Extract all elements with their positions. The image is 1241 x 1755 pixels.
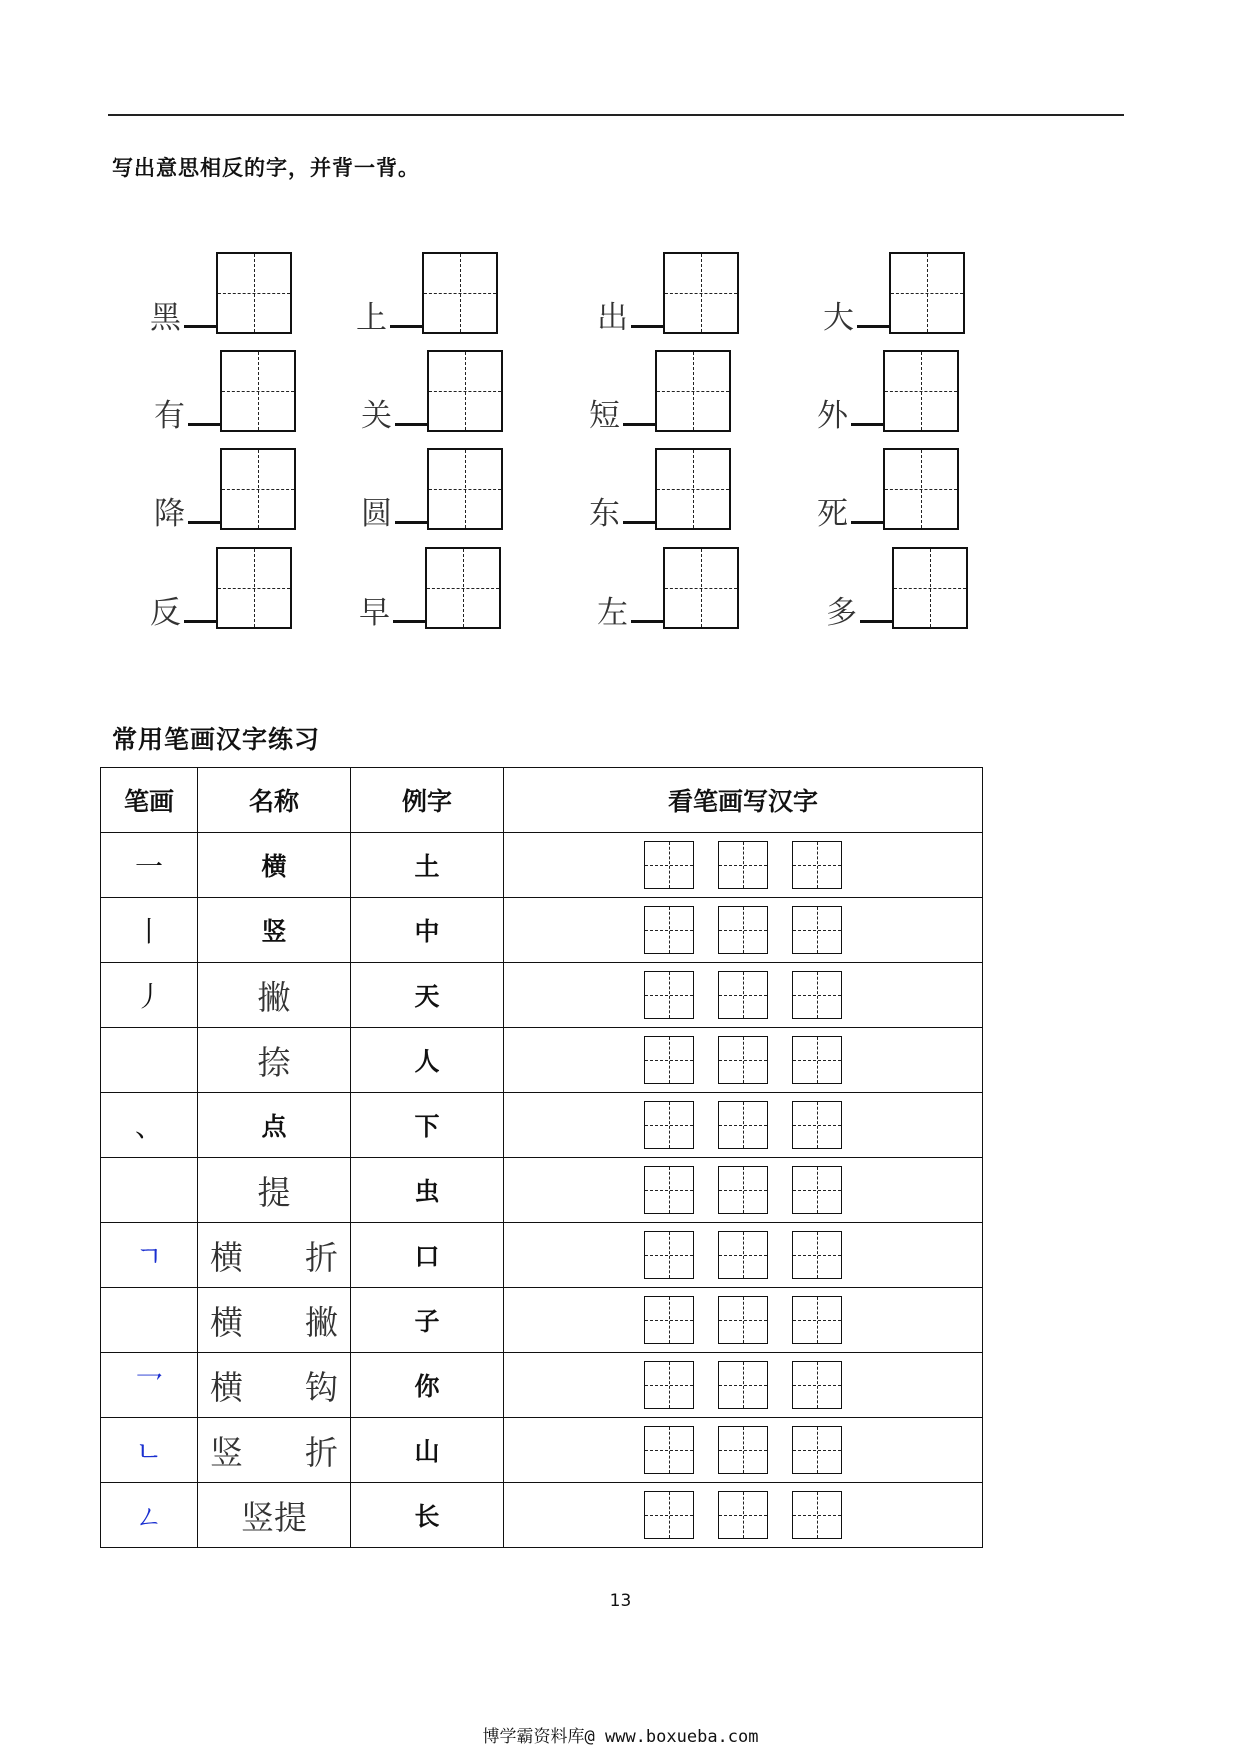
name-cell	[198, 1353, 351, 1418]
practice-box[interactable]	[718, 1296, 768, 1344]
practice-box[interactable]	[644, 1361, 694, 1409]
writing-box[interactable]	[216, 252, 292, 334]
practice-box[interactable]	[644, 1036, 694, 1084]
dash	[623, 423, 655, 426]
name-cell	[198, 1223, 351, 1288]
practice-box[interactable]	[792, 971, 842, 1019]
header-stroke: 笔画	[101, 768, 198, 833]
practice-box[interactable]	[792, 1101, 842, 1149]
table-row	[101, 1223, 983, 1288]
practice-cell	[504, 1028, 983, 1093]
example-cell	[351, 1158, 504, 1223]
example-char: 下	[414, 1112, 440, 1141]
stroke-glyph: 丿	[134, 980, 163, 1013]
name-cell	[198, 1093, 351, 1158]
dash	[395, 423, 427, 426]
practice-box[interactable]	[792, 1296, 842, 1344]
writing-box[interactable]	[216, 547, 292, 629]
example-cell	[351, 1483, 504, 1548]
example-char: 长	[414, 1502, 440, 1531]
stroke-cell	[101, 1418, 198, 1483]
antonym-char: 降	[154, 496, 185, 532]
practice-box[interactable]	[792, 1426, 842, 1474]
practice-box[interactable]	[644, 841, 694, 889]
stroke-table	[100, 767, 983, 1548]
table-row	[101, 1483, 983, 1548]
practice-box[interactable]	[644, 1296, 694, 1344]
antonym-char: 东	[589, 496, 620, 532]
name-cell	[198, 1158, 351, 1223]
table-row	[101, 1288, 983, 1353]
stroke-glyph: ㄴ	[135, 1435, 163, 1468]
dash	[393, 620, 425, 623]
table-row	[101, 1028, 983, 1093]
practice-box[interactable]	[644, 1491, 694, 1539]
table-row	[101, 1418, 983, 1483]
writing-box[interactable]	[425, 547, 501, 629]
dash	[188, 521, 220, 524]
dash	[188, 423, 220, 426]
header-name: 名称	[198, 768, 351, 833]
antonym-char: 短	[589, 398, 620, 434]
antonym-char: 关	[361, 398, 392, 434]
writing-box[interactable]	[655, 350, 731, 432]
page-number: 13	[609, 1591, 632, 1611]
example-char: 人	[414, 1047, 440, 1076]
example-cell	[351, 833, 504, 898]
antonym-char: 圆	[361, 496, 392, 532]
writing-box[interactable]	[220, 350, 296, 432]
stroke-name: 提	[257, 1172, 291, 1212]
example-char: 中	[414, 917, 440, 946]
example-cell	[351, 1028, 504, 1093]
practice-box[interactable]	[644, 1166, 694, 1214]
name-cell	[198, 1483, 351, 1548]
stroke-glyph: ㄥ	[134, 1500, 163, 1533]
stroke-cell	[101, 1483, 198, 1548]
antonym-char: 上	[356, 300, 387, 336]
name-cell	[198, 833, 351, 898]
writing-box[interactable]	[422, 252, 498, 334]
antonym-char: 左	[597, 595, 628, 631]
stroke-name-part: 横	[210, 1237, 243, 1277]
practice-cell	[504, 898, 983, 963]
header-practice: 看笔画写汉字	[504, 768, 983, 833]
stroke-glyph: 丨	[134, 915, 163, 948]
name-cell	[198, 1418, 351, 1483]
example-char: 虫	[414, 1177, 440, 1206]
stroke-name-part: 折	[305, 1237, 338, 1277]
practice-cell	[504, 1223, 983, 1288]
practice-cell	[504, 1418, 983, 1483]
header-example: 例字	[351, 768, 504, 833]
table-row	[101, 1158, 983, 1223]
dash	[857, 325, 889, 328]
stroke-name: 竖提	[241, 1497, 307, 1537]
practice-cell	[504, 963, 983, 1028]
antonym-char: 死	[817, 496, 848, 532]
stroke-name: 撇	[257, 977, 291, 1017]
stroke-name-part: 撇	[305, 1302, 338, 1342]
practice-box[interactable]	[718, 1491, 768, 1539]
top-rule	[108, 114, 1124, 116]
antonym-char: 黑	[150, 300, 181, 336]
practice-box[interactable]	[792, 1361, 842, 1409]
dash	[390, 325, 422, 328]
table-row	[101, 1093, 983, 1158]
practice-box[interactable]	[792, 906, 842, 954]
name-cell	[198, 1028, 351, 1093]
writing-box[interactable]	[883, 350, 959, 432]
example-cell	[351, 1288, 504, 1353]
stroke-cell	[101, 1353, 198, 1418]
stroke-glyph: 一	[134, 850, 163, 883]
example-cell	[351, 1223, 504, 1288]
example-char: 子	[414, 1307, 440, 1336]
dash	[860, 620, 892, 623]
table-header-row	[101, 768, 983, 833]
writing-box[interactable]	[663, 547, 739, 629]
practice-cell	[504, 1093, 983, 1158]
practice-box[interactable]	[718, 1166, 768, 1214]
example-cell	[351, 1093, 504, 1158]
stroke-glyph: 乛	[134, 1370, 163, 1403]
antonym-char: 外	[817, 398, 848, 434]
practice-box[interactable]	[718, 841, 768, 889]
example-char: 山	[414, 1437, 440, 1466]
example-char: 天	[414, 982, 440, 1011]
practice-box[interactable]	[792, 1036, 842, 1084]
stroke-name: 竖	[261, 917, 287, 946]
footer-watermark: 博学霸资料库@ www.boxueba.com	[482, 1727, 759, 1747]
practice-cell	[504, 1353, 983, 1418]
stroke-cell	[101, 833, 198, 898]
writing-box[interactable]	[427, 448, 503, 530]
name-cell	[198, 1288, 351, 1353]
stroke-glyph: 、	[134, 1110, 163, 1143]
stroke-name: 点	[261, 1112, 287, 1141]
stroke-name-part: 竖	[210, 1432, 243, 1472]
practice-box[interactable]	[718, 1426, 768, 1474]
practice-box[interactable]	[718, 906, 768, 954]
practice-box[interactable]	[718, 1036, 768, 1084]
dash	[623, 521, 655, 524]
stroke-cell	[101, 898, 198, 963]
dash	[184, 620, 216, 623]
stroke-name-part: 横	[210, 1367, 243, 1407]
antonym-char: 反	[150, 595, 181, 631]
example-cell	[351, 963, 504, 1028]
dash	[851, 521, 883, 524]
example-char: 口	[414, 1242, 440, 1271]
writing-box[interactable]	[892, 547, 968, 629]
name-cell	[198, 963, 351, 1028]
stroke-name-part: 横	[210, 1302, 243, 1342]
practice-box[interactable]	[792, 841, 842, 889]
example-cell	[351, 1353, 504, 1418]
writing-box[interactable]	[883, 448, 959, 530]
practice-box[interactable]	[718, 1361, 768, 1409]
stroke-cell	[101, 1288, 198, 1353]
practice-box[interactable]	[792, 1491, 842, 1539]
practice-box[interactable]	[644, 906, 694, 954]
table-row	[101, 898, 983, 963]
practice-cell	[504, 1483, 983, 1548]
table-row	[101, 1353, 983, 1418]
antonym-char: 早	[359, 595, 390, 631]
stroke-cell	[101, 1093, 198, 1158]
stroke-name-part: 钩	[305, 1367, 338, 1407]
practice-box[interactable]	[718, 1231, 768, 1279]
antonym-char: 多	[826, 595, 857, 631]
antonym-heading: 写出意思相反的字，并背一背。	[112, 156, 420, 180]
antonym-char: 有	[154, 398, 185, 434]
practice-box[interactable]	[792, 1166, 842, 1214]
table-row	[101, 833, 983, 898]
stroke-name: 横	[261, 852, 287, 881]
example-cell	[351, 1418, 504, 1483]
stroke-cell	[101, 963, 198, 1028]
practice-cell	[504, 833, 983, 898]
example-char: 土	[414, 852, 440, 881]
stroke-cell	[101, 1028, 198, 1093]
writing-box[interactable]	[889, 252, 965, 334]
practice-box[interactable]	[644, 1101, 694, 1149]
practice-box[interactable]	[718, 1101, 768, 1149]
dash	[184, 325, 216, 328]
table-row	[101, 963, 983, 1028]
antonym-char: 出	[597, 300, 628, 336]
practice-box[interactable]	[718, 971, 768, 1019]
stroke-name: 捺	[257, 1042, 291, 1082]
stroke-glyph: ㄱ	[135, 1240, 163, 1273]
dash	[851, 423, 883, 426]
dash	[631, 620, 663, 623]
writing-box[interactable]	[655, 448, 731, 530]
practice-box[interactable]	[792, 1231, 842, 1279]
writing-box[interactable]	[427, 350, 503, 432]
stroke-practice-heading: 常用笔画汉字练习	[112, 725, 321, 754]
stroke-cell	[101, 1223, 198, 1288]
dash	[395, 521, 427, 524]
stroke-cell	[101, 1158, 198, 1223]
practice-box[interactable]	[644, 971, 694, 1019]
writing-box[interactable]	[220, 448, 296, 530]
example-cell	[351, 898, 504, 963]
practice-cell	[504, 1288, 983, 1353]
antonym-char: 大	[823, 300, 854, 336]
practice-box[interactable]	[644, 1426, 694, 1474]
example-char: 你	[414, 1372, 440, 1401]
practice-cell	[504, 1158, 983, 1223]
dash	[631, 325, 663, 328]
stroke-name-part: 折	[305, 1432, 338, 1472]
writing-box[interactable]	[663, 252, 739, 334]
name-cell	[198, 898, 351, 963]
practice-box[interactable]	[644, 1231, 694, 1279]
